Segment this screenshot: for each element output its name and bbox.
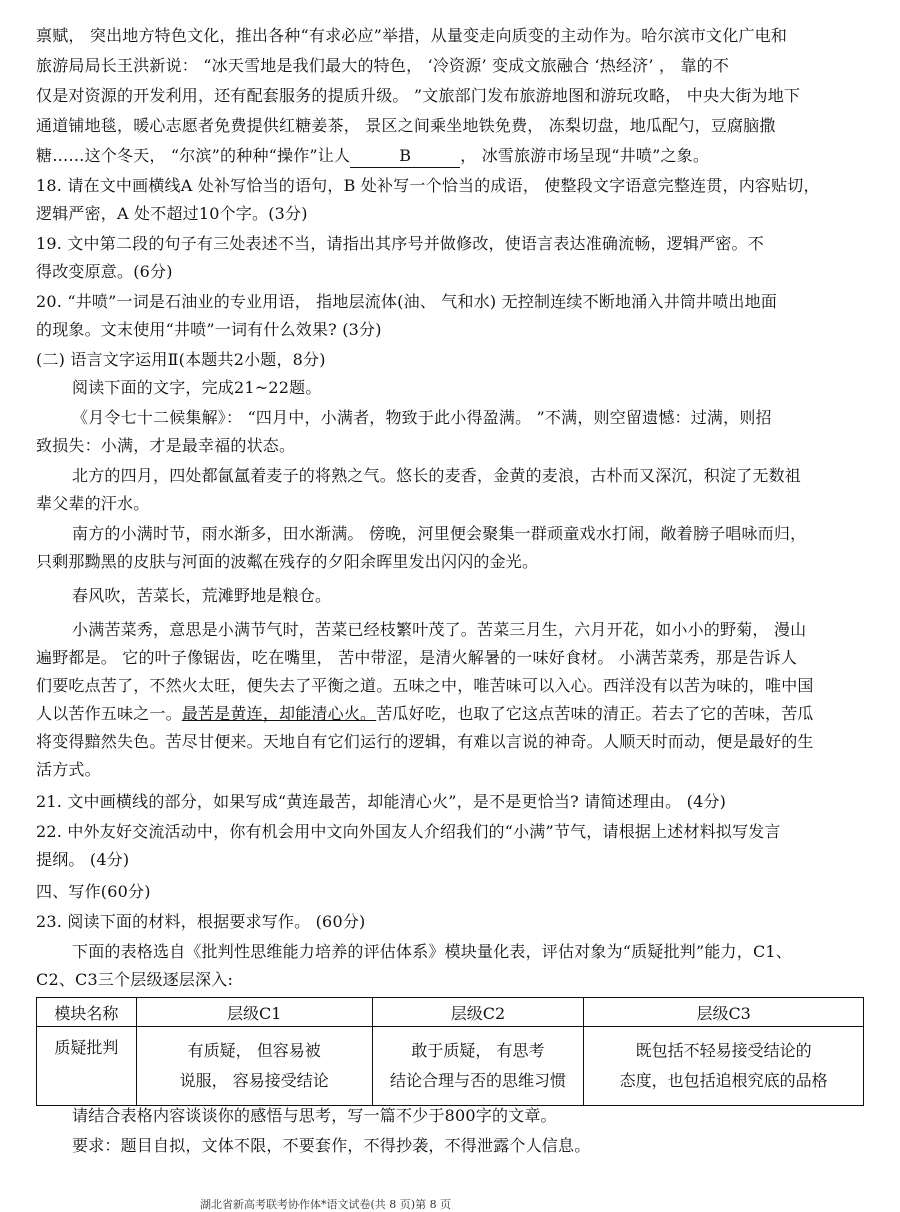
cell-line: 既包括不轻易接受结论的 bbox=[635, 1041, 812, 1060]
table-cell: 质疑批判 bbox=[37, 1027, 137, 1106]
passage-paragraph-cont: 辈父辈的汗水。 bbox=[36, 494, 150, 513]
passage-paragraph-cont: 活方式。 bbox=[36, 760, 101, 779]
passage-text: 糖……这个冬天， “尔滨”的种种“操作”让人 bbox=[36, 146, 351, 165]
question-19: 19. 文中第二段的句子有三处表述不当，请指出其序号并做修改，使语言表达准确流畅，逻辑严密。不 bbox=[36, 234, 764, 253]
passage-text: 人以苦作五味之一。 bbox=[36, 704, 182, 723]
writing-prompt: 请结合表格内容谈谈你的感悟与思考，写一篇不少于800字的文章。 bbox=[72, 1106, 557, 1125]
passage-paragraph: 小满苦菜秀，意思是小满节气时，苦菜已经枝繁叶茂了。苦菜三月生，六月开花，如小小的野菊， 漫山 bbox=[72, 620, 807, 639]
passage-line: 禀赋， 突出地方特色文化，推出各种“有求必应”举措，从量变走向质变的主动作为。哈尔滨市文化广电和 bbox=[36, 26, 788, 45]
section-heading: 四、写作(60分) bbox=[36, 882, 151, 901]
passage-paragraph-cont bbox=[36, 703, 814, 725]
passage-paragraph: 南方的小满时节，雨水渐多，田水渐满。 傍晚，河里便会聚集一群顽童戏水打闹，敞着膀子唱咏而归， bbox=[72, 524, 807, 543]
blank-b: B bbox=[350, 145, 460, 168]
cell-line: 说服， 容易接受结论 bbox=[179, 1071, 329, 1090]
passage-line: 仅是对资源的开发利用，还有配套服务的提质升级。 ”文旅部门发布旅游地图和游玩攻略， 中央大街为地下 bbox=[36, 86, 801, 105]
cell-line: 态度，也包括追根究底的品格 bbox=[619, 1071, 828, 1090]
table-header: 层级C2 bbox=[372, 998, 584, 1027]
question-18: 18. 请在文中画横线A 处补写恰当的语句，B 处补写一个恰当的成语， 使整段文字语意完整连贯，内容贴切， bbox=[36, 176, 820, 195]
question-19-cont: 得改变原意。(6分) bbox=[36, 262, 173, 281]
table-cell bbox=[584, 1027, 864, 1106]
table-header: 层级C1 bbox=[136, 998, 372, 1027]
table-header: 模块名称 bbox=[37, 998, 137, 1027]
cell-line: 敢于质疑， 有思考 bbox=[411, 1041, 545, 1060]
section-heading: (二) 语言文字运用Ⅱ(本题共2小题，8分) bbox=[36, 350, 326, 369]
cell-line: 结论合理与否的思维习惯 bbox=[389, 1071, 566, 1090]
table-cell bbox=[136, 1027, 372, 1106]
question-22-cont: 提纲。 (4分) bbox=[36, 850, 130, 869]
passage-line: 通道铺地毯，暖心志愿者免费提供红糖姜茶， 景区之间乘坐地铁免费， 冻梨切盘，地瓜配勺，豆腐脑撒 bbox=[36, 116, 776, 135]
question-23: 23. 阅读下面的材料，根据要求写作。 (60分) bbox=[36, 912, 366, 931]
table-header: 层级C3 bbox=[584, 998, 864, 1027]
underlined-sentence: 最苦是黄连，却能清心火。 bbox=[181, 704, 377, 723]
table-header-row bbox=[37, 998, 864, 1027]
instruction: 阅读下面的文字，完成21~22题。 bbox=[72, 378, 322, 397]
question-18-cont: 逻辑严密，A 处不超过10个字。(3分) bbox=[36, 204, 308, 223]
question-21: 21. 文中画横线的部分，如果写成“黄连最苦，却能清心火”，是不是更恰当? 请简述理由。 (4分) bbox=[36, 792, 727, 811]
passage-line: 旅游局局长王洪新说： “冰天雪地是我们最大的特色， ‘冷资源’ 变成文旅融合 ‘热经济’ ， 靠的不 bbox=[36, 56, 730, 75]
question-22: 22. 中外友好交流活动中，你有机会用中文向外国友人介绍我们的“小满”节气，请根据上述材料拟写发言 bbox=[36, 822, 781, 841]
writing-requirements: 要求：题目自拟，文体不限，不要套作，不得抄袭，不得泄露个人信息。 bbox=[72, 1136, 591, 1155]
table-row bbox=[37, 1027, 864, 1106]
passage-paragraph-cont: 只剩那黝黑的皮肤与河面的波粼在残存的夕阳余晖里发出闪闪的金光。 bbox=[36, 552, 539, 571]
passage-paragraph: 春风吹，苦菜长，荒滩野地是粮仓。 bbox=[72, 586, 332, 605]
material-text: 下面的表格选自《批判性思维能力培养的评估体系》模块量化表，评估对象为“质疑批判”能力，C1、 bbox=[72, 942, 792, 961]
passage-paragraph: 北方的四月，四处都氤氲着麦子的将熟之气。悠长的麦香，金黄的麦浪，古朴而又深沉，积淀了无数祖 bbox=[72, 466, 802, 485]
question-20: 20. “井喷”一词是石油业的专业用语， 指地层流体(油、 气和水) 无控制连续不断地涌入井筒井喷出地面 bbox=[36, 292, 778, 311]
material-text-cont: C2、C3三个层级逐层深入: bbox=[36, 970, 234, 989]
table-cell bbox=[372, 1027, 584, 1106]
cell-line: 有质疑， 但容易被 bbox=[187, 1041, 321, 1060]
passage-paragraph-cont: 遍野都是。 它的叶子像锯齿，吃在嘴里， 苦中带涩，是清火解暑的一味好食材。 小满苦菜秀，那是告诉人 bbox=[36, 648, 798, 667]
passage-paragraph-cont: 将变得黯然失色。苦尽甘便来。天地自有它们运行的逻辑，有难以言说的神奇。人顺天时而动，便是最好的生 bbox=[36, 732, 814, 751]
assessment-table bbox=[36, 997, 864, 1106]
passage-text: 苦瓜好吃，也取了它这点苦味的清正。若去了它的苦味，苦瓜 bbox=[376, 704, 814, 723]
page-footer: 湖北省新高考联考协作体*语文试卷(共 8 页)第 8 页 bbox=[200, 1198, 452, 1211]
question-20-cont: 的现象。文末使用“井喷”一词有什么效果? (3分) bbox=[36, 320, 382, 339]
passage-paragraph-cont: 致损失：小满，才是最幸福的状态。 bbox=[36, 436, 296, 455]
passage-line bbox=[36, 145, 709, 168]
passage-paragraph-cont: 们要吃点苦了，不然火太旺，便失去了平衡之道。五味之中，唯苦味可以入心。西洋没有以苦为味的，唯中国 bbox=[36, 676, 814, 695]
passage-paragraph: 《月令七十二候集解》： “四月中，小满者，物致于此小得盈满。 ”不满，则空留遗憾：过满，则招 bbox=[72, 408, 772, 427]
passage-text: ， 冰雪旅游市场呈现“井喷”之象。 bbox=[460, 146, 710, 165]
